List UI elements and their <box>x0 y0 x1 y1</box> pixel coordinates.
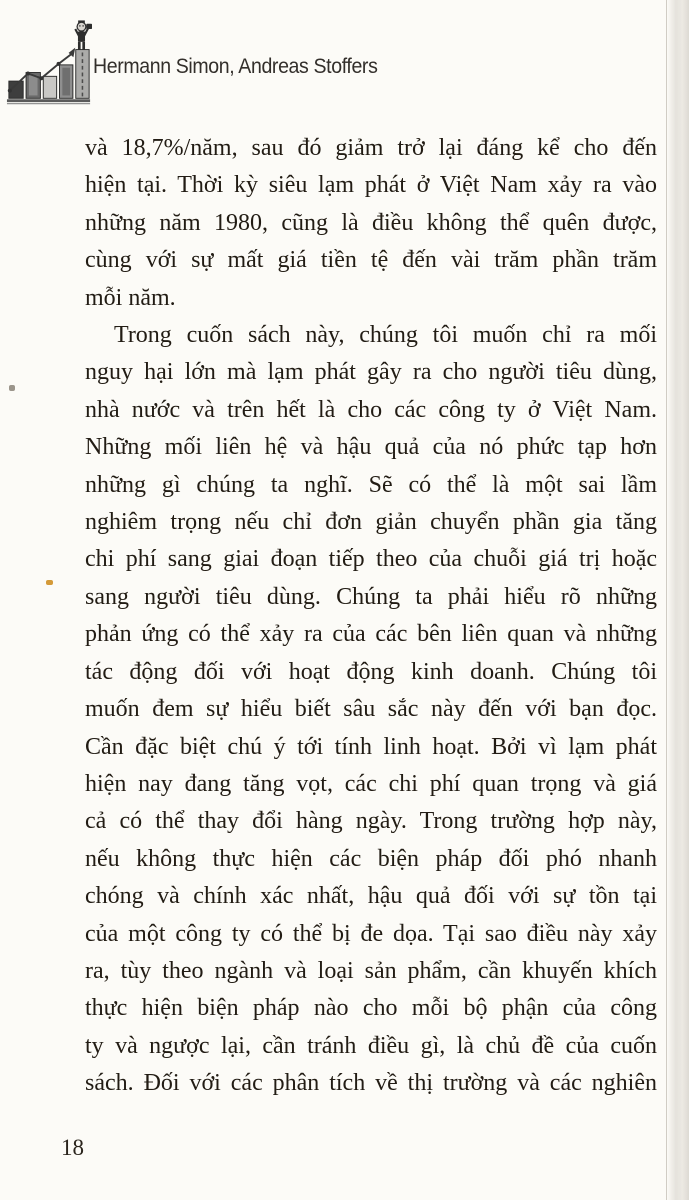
text-line: tác động đối với hoạt động kinh doanh. Chúng tôi <box>85 658 657 685</box>
text-line: sang người tiêu dùng. Chúng ta phải hiểu rõ những <box>85 583 657 610</box>
growth-chart-logo-icon <box>6 16 92 108</box>
text-line: cả có thể thay đổi hàng ngày. Trong trường hợp này, <box>85 808 657 835</box>
text-line: Những mối liên hệ và hậu quả của nó phức tạp hơn <box>85 434 657 461</box>
text-line: ty và ngược lại, cần tránh điều gì, là chủ đề của cuốn <box>85 1032 657 1059</box>
page-header <box>0 0 689 120</box>
text-line: nhà nước và trên hết là cho các công ty ở Việt Nam. <box>85 396 657 423</box>
text-line: nguy hại lớn mà lạm phát gây ra cho người tiêu dùng, <box>85 359 657 386</box>
text-line: mỗi năm. <box>85 284 176 311</box>
text-line: nghiêm trọng nếu chỉ đơn giản chuyển phần gia tăng <box>85 509 657 536</box>
text-line: cùng với sự mất giá tiền tệ đến vài trăm phần trăm <box>85 247 657 274</box>
text-line: sách. Đối với các phân tích về thị trường và các nghiên <box>85 1070 657 1097</box>
text-line: Trong cuốn sách này, chúng tôi muốn chỉ ra mối <box>114 322 657 349</box>
page-edge-shadow <box>666 0 689 1200</box>
text-line: chóng và chính xác nhất, hậu quả đối với sự tồn tại <box>85 883 657 910</box>
running-header-authors: Hermann Simon, Andreas Stoffers <box>93 55 378 78</box>
page-number: 18 <box>61 1135 84 1160</box>
text-line: hiện tại. Thời kỳ siêu lạm phát ở Việt Nam xảy ra vào <box>85 172 657 199</box>
text-line: nếu không thực hiện các biện pháp đối phó nhanh <box>85 845 657 872</box>
text-line: muốn đem sự hiểu biết sâu sắc này đến với bạn đọc. <box>85 696 657 723</box>
text-line: của một công ty có thể bị đe dọa. Tại sao điều này xảy <box>85 920 657 947</box>
scan-speck-icon <box>9 385 15 391</box>
body-text <box>85 130 657 1103</box>
text-line: chi phí sang giai đoạn tiếp theo của chuỗi giá trị hoặc <box>85 546 657 573</box>
text-line: những năm 1980, cũng là điều không thể quên được, <box>85 209 657 236</box>
scan-speck-icon <box>46 580 53 585</box>
text-line: hiện nay đang tăng vọt, các chi phí quan trọng và giá <box>85 770 657 797</box>
text-line: những gì chúng ta nghĩ. Sẽ có thể là một sai lầm <box>85 471 657 498</box>
text-line: thực hiện biện pháp nào cho mỗi bộ phận của công <box>85 995 657 1022</box>
text-line: Cần đặc biệt chú ý tới tính linh hoạt. Bởi vì lạm phát <box>85 733 657 760</box>
text-line: phản ứng có thể xảy ra của các bên liên quan và những <box>85 621 657 648</box>
text-line: ra, tùy theo ngành và loại sản phẩm, cần khuyến khích <box>85 957 657 984</box>
text-line: và 18,7%/năm, sau đó giảm trở lại đáng kể cho đến <box>85 135 657 161</box>
